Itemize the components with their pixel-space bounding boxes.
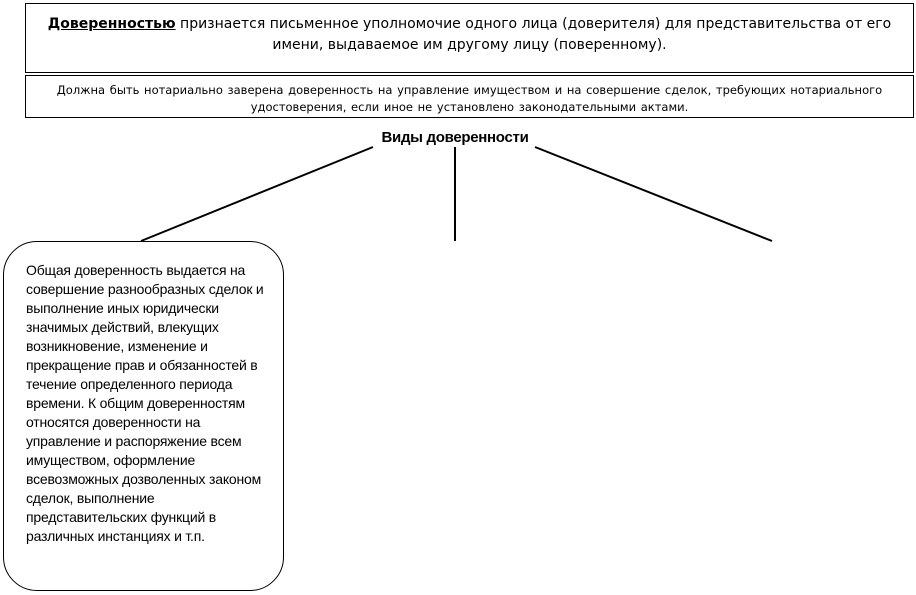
general-power-text: Общая доверенность выдается на совершение разнообразных сделок и выполнение иных юридически значимых действий, влекущих возникновение, изменение и прекращение прав и обязанностей в течение определенного периода времени. К общим доверенностям относятся доверенности на управление и распоряжение всем имуществом, оформление всевозможных дозволенных законом сделок, выполнение представительских функций в различных инстанциях и т.п. — [26, 262, 264, 544]
connector-right — [535, 147, 772, 241]
definition-term: Доверенностью — [47, 16, 176, 32]
notary-requirement-text: Должна быть нотариально заверена доверенность на управление имуществом и на совершение сделок, требующих нотариального удостоверения, если иное не установлено законодательными актами. — [56, 83, 883, 114]
connector-left — [141, 147, 373, 241]
definition-text: признается письменное уполномочие одного лица (доверителя) для представительства от его имени, выдаваемое им другому лицу (поверенному). — [175, 16, 892, 53]
types-title: Виды доверенности — [381, 129, 529, 146]
general-power-box — [3, 241, 284, 591]
